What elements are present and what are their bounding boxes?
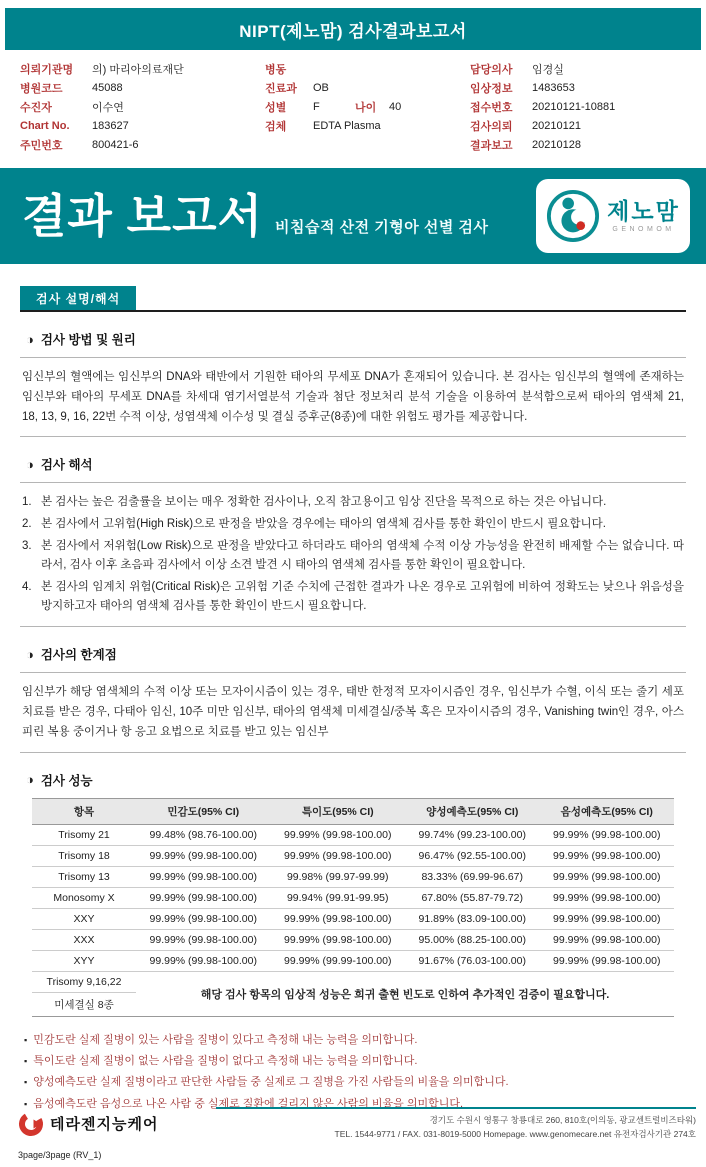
field-label: 검사의뢰: [470, 120, 513, 133]
cell: 99.94% (99.91-99.95): [271, 887, 406, 908]
cell: 99.99% (99.98-100.00): [271, 845, 406, 866]
cell: XXY: [32, 908, 136, 929]
cell: Monosomy X: [32, 887, 136, 908]
cell: 99.99% (99.98-100.00): [540, 950, 675, 971]
field-label: 의뢰기관명: [20, 63, 74, 76]
mom-icon: [546, 189, 600, 243]
limitations-body: 임신부가 해당 염색체의 수적 이상 또는 모자이시즘이 있는 경우, 태반 한정적 모자이시즘인 경우, 임신부가 수혈, 이식 또는 줄기 세포 치료를 받은 경우, 다태아 임신, 10주 미만 임신부, 태아의 염색체 미세결실/중복 혹은 모자이시즘의 경우, Vanishing twin인 경우, 아스피린 복용 중이거나 항 응고 요법으로 치료를 받고 있는 임신부: [20, 672, 686, 752]
interpretation-list: [20, 482, 686, 627]
field-value: 20210121-10881: [532, 100, 616, 113]
field-label: 나이: [355, 101, 377, 114]
table-row: [32, 908, 674, 929]
field-label: 주민번호: [20, 139, 63, 152]
field-row: [20, 135, 255, 154]
field-label: 수진자: [20, 101, 52, 114]
field-row: [470, 135, 686, 154]
cell: 99.74% (99.23-100.00): [405, 824, 540, 845]
square-bullet-icon: ▪: [24, 1077, 28, 1088]
cell: XXX: [32, 929, 136, 950]
field-label: 검체: [265, 120, 287, 133]
square-bullet-icon: ▪: [24, 1034, 28, 1045]
banner-subtitle: 비침습적 산전 기형아 선별 검사: [274, 219, 489, 236]
column-header: 특이도(95% CI): [271, 798, 406, 824]
table-note: 해당 검사 항목의 임상적 성능은 희귀 출현 빈도로 인하여 추가적인 검증이 필요합니다.: [136, 971, 674, 1016]
note-text: 특이도란 실제 질병이 없는 사람을 질병이 없다고 측정해 내는 능력을 의미합니다.: [33, 1055, 418, 1067]
performance-table: [32, 798, 674, 1017]
field-row: [265, 116, 460, 135]
note-item: [24, 1051, 686, 1072]
cell: 99.99% (99.98-100.00): [136, 887, 271, 908]
cell: 99.48% (98.76-100.00): [136, 824, 271, 845]
cell: 99.99% (99.98-100.00): [271, 929, 406, 950]
cell: 99.98% (99.97-99.99): [271, 866, 406, 887]
note-text: 민감도란 실제 질병이 있는 사람을 질병이 있다고 측정해 내는 능력을 의미합니다.: [33, 1033, 418, 1046]
half-circle-icon: ◑: [26, 331, 34, 347]
item-number: 3.: [22, 540, 32, 553]
column-header: 항목: [32, 798, 136, 824]
cell: 99.99% (99.98-100.00): [271, 908, 406, 929]
table-row: [32, 950, 674, 971]
field-row: [470, 59, 686, 78]
company-contact: TEL. 1544-9771 / FAX. 031-8019-5000 Homepage. www.genomecare.net 유전자검사기관 274호: [334, 1128, 696, 1139]
report-title: NIPT(제노맘) 검사결과보고서: [239, 22, 467, 41]
result-banner: [0, 168, 706, 264]
cell: 99.99% (99.99-100.00): [271, 950, 406, 971]
page-number: 3page/3page (RV_1): [18, 1150, 102, 1160]
report-content: [0, 330, 706, 1115]
cell: 99.99% (99.98-100.00): [136, 866, 271, 887]
cell: 91.89% (83.09-100.00): [405, 908, 540, 929]
heading-text: 검사의 한계점: [40, 648, 117, 663]
field-row: [470, 97, 686, 116]
field-value: 800421-6: [92, 138, 139, 151]
field-value: 1483653: [532, 81, 575, 94]
cell: 99.99% (99.98-100.00): [136, 908, 271, 929]
table-row: [32, 845, 674, 866]
field-value: 40: [389, 100, 402, 113]
table-row: [32, 929, 674, 950]
square-bullet-icon: ▪: [24, 1098, 28, 1109]
field-label: Chart No.: [20, 119, 70, 132]
note-item: [24, 1030, 686, 1051]
field-value: 183627: [92, 119, 129, 132]
cell: Trisomy 9,16,22: [32, 971, 136, 992]
list-item: [22, 515, 684, 534]
note-text: 양성예측도란 실제 질병이라고 판단한 사람들 중 실제로 그 질병을 가진 사람들의 비율을 의미합니다.: [33, 1076, 509, 1089]
table-header-row: [32, 798, 674, 824]
field-row: [265, 97, 460, 116]
list-item: [22, 578, 684, 616]
cell: 99.99% (99.98-100.00): [271, 824, 406, 845]
company-name: 테라젠지능케어: [50, 1116, 159, 1134]
list-item: [22, 537, 684, 575]
item-number: 2.: [22, 518, 32, 531]
field-label: 병동: [265, 63, 287, 76]
table-row: [32, 824, 674, 845]
item-text: 본 검사의 임계치 위험(Critical Risk)은 고위험 기준 수치에 근접한 결과가 나온 경우로 고위험에 비하여 정확도는 낮으나 위음성을 방지하고자 태아의 염색체 검사를 통한 확인이 반드시 필요합니다.: [41, 581, 684, 613]
limitations-heading: [26, 645, 686, 663]
table-row: [32, 866, 674, 887]
half-circle-icon: ◑: [26, 456, 34, 472]
field-label: 접수번호: [470, 101, 513, 114]
field-label: 병원코드: [20, 82, 63, 95]
cell: 미세결실 8종: [32, 992, 136, 1016]
cell: 99.99% (99.98-100.00): [540, 908, 675, 929]
field-value: 이수연: [92, 101, 124, 114]
company-logo: [18, 1111, 158, 1137]
item-text: 본 검사에서 저위험(Low Risk)으로 판정을 받았다고 하더라도 태아의 염색체 수적 이상 가능성을 완전히 배제할 수는 없습니다. 따라서, 검사 이후 초음파 검사에서 이상 소견 발견 시 태아의 염색체 검사를 통한 확인이 필요합니다.: [41, 540, 684, 572]
method-body: 임신부의 혈액에는 임신부의 DNA와 태반에서 기원한 태아의 무세포 DNA가 혼재되어 있습니다. 본 검사는 임신부의 혈액에 존재하는 임신부와 태아의 무세포 DNA를 차세대 염기서열분석 기술과 첨단 정보처리 분석 기술을 이용하여 분석함으로써 태아의 염색체 21, 18, 13, 9, 16, 22번 수적 이상, 성염색체 이수성 및 결실 증후군(8종)에 대한 위험도 평가를 제공합니다.: [20, 357, 686, 437]
square-bullet-icon: ▪: [24, 1056, 28, 1066]
report-title-bar: [5, 8, 701, 50]
table-row: [32, 971, 674, 992]
logo-name: 제노맘: [607, 197, 680, 224]
field-value: OB: [313, 81, 329, 94]
field-value: 20210128: [532, 138, 581, 151]
column-header: 민감도(95% CI): [136, 798, 271, 824]
heading-text: 검사 방법 및 원리: [40, 333, 136, 347]
cell: 83.33% (69.99-96.67): [405, 866, 540, 887]
field-row: [470, 116, 686, 135]
field-label: 진료과: [265, 82, 297, 95]
logo-text: [607, 199, 680, 233]
half-circle-icon: ◑: [26, 646, 34, 662]
cell: Trisomy 21: [32, 824, 136, 845]
field-value: EDTA Plasma: [313, 119, 381, 132]
report-footer: [18, 1107, 696, 1141]
cell: 99.99% (99.98-100.00): [540, 887, 675, 908]
method-heading: [26, 330, 686, 348]
banner-title: 결과 보고서: [22, 190, 263, 242]
field-row: [20, 97, 255, 116]
field-label: 성별: [265, 101, 287, 114]
company-address: 경기도 수원시 영통구 창룡대로 260, 810호(이의동, 광교센트럴비즈타워): [429, 1114, 696, 1125]
field-value: 45088: [92, 81, 123, 94]
cell: 99.99% (99.98-100.00): [136, 950, 271, 971]
logo-subtext: GENOMOM: [612, 226, 675, 234]
column-header: 양성예측도(95% CI): [405, 798, 540, 824]
note-text: 음성예측도란 음성으로 나온 사람 중 실제로 질환에 걸리지 않은 사람의 비율을 의미합니다.: [33, 1097, 464, 1110]
patient-col-1: [20, 59, 255, 154]
cell: 96.47% (92.55-100.00): [405, 845, 540, 866]
definition-notes: [24, 1030, 686, 1116]
field-label: 담당의사: [470, 63, 513, 76]
cell: 95.00% (88.25-100.00): [405, 929, 540, 950]
table-row: [32, 887, 674, 908]
field-value: F: [313, 100, 320, 113]
cell: 99.99% (99.98-100.00): [540, 845, 675, 866]
heading-text: 검사 성능: [40, 773, 93, 788]
patient-info: [0, 50, 706, 160]
cell: 99.99% (99.98-100.00): [540, 866, 675, 887]
cell: 99.99% (99.98-100.00): [540, 929, 675, 950]
note-item: [24, 1072, 686, 1093]
patient-col-3: [470, 59, 686, 154]
cell: 99.99% (99.98-100.00): [136, 845, 271, 866]
column-header: 음성예측도(95% CI): [540, 798, 675, 824]
item-text: 본 검사에서 고위험(High Risk)으로 판정을 받았을 경우에는 태아의 염색체 검사를 통한 확인이 반드시 필요합니다.: [41, 518, 606, 531]
half-circle-icon: ◑: [26, 772, 34, 788]
field-row: [20, 59, 255, 78]
heading-text: 검사 해석: [40, 458, 93, 473]
field-label: 임상정보: [470, 82, 513, 95]
field-row: [20, 116, 255, 135]
cell: XYY: [32, 950, 136, 971]
performance-heading: [26, 771, 686, 789]
genomom-logo: [536, 179, 690, 253]
field-value: 20210121: [532, 119, 581, 132]
footer-contact-block: [216, 1107, 696, 1141]
field-row: [265, 59, 460, 78]
cell: Trisomy 13: [32, 866, 136, 887]
field-row-empty: [265, 135, 460, 154]
cell: 99.99% (99.98-100.00): [540, 824, 675, 845]
field-row: [265, 78, 460, 97]
banner-text: [22, 190, 489, 242]
interpretation-heading: [26, 455, 686, 473]
section-header-bar: [20, 286, 686, 312]
field-label: 결과보고: [470, 139, 513, 152]
field-value: 의) 마리아의료재단: [92, 63, 184, 76]
cell: Trisomy 18: [32, 845, 136, 866]
item-text: 본 검사는 높은 검출률을 보이는 매우 정확한 검사이나, 오직 참고용이고 임상 진단을 목적으로 하는 것은 아닙니다.: [41, 496, 607, 509]
therazen-g-icon: [18, 1111, 44, 1137]
item-number: 4.: [22, 581, 32, 594]
section-header-badge: 검사 설명/해석: [20, 286, 136, 310]
cell: 91.67% (76.03-100.00): [405, 950, 540, 971]
field-value: 임경실: [532, 63, 564, 76]
patient-col-2: [265, 59, 460, 154]
field-row: [20, 78, 255, 97]
cell: 99.99% (99.98-100.00): [136, 929, 271, 950]
cell: 67.80% (55.87-79.72): [405, 887, 540, 908]
item-number: 1.: [22, 496, 32, 509]
list-item: [22, 493, 684, 512]
field-row: [470, 78, 686, 97]
